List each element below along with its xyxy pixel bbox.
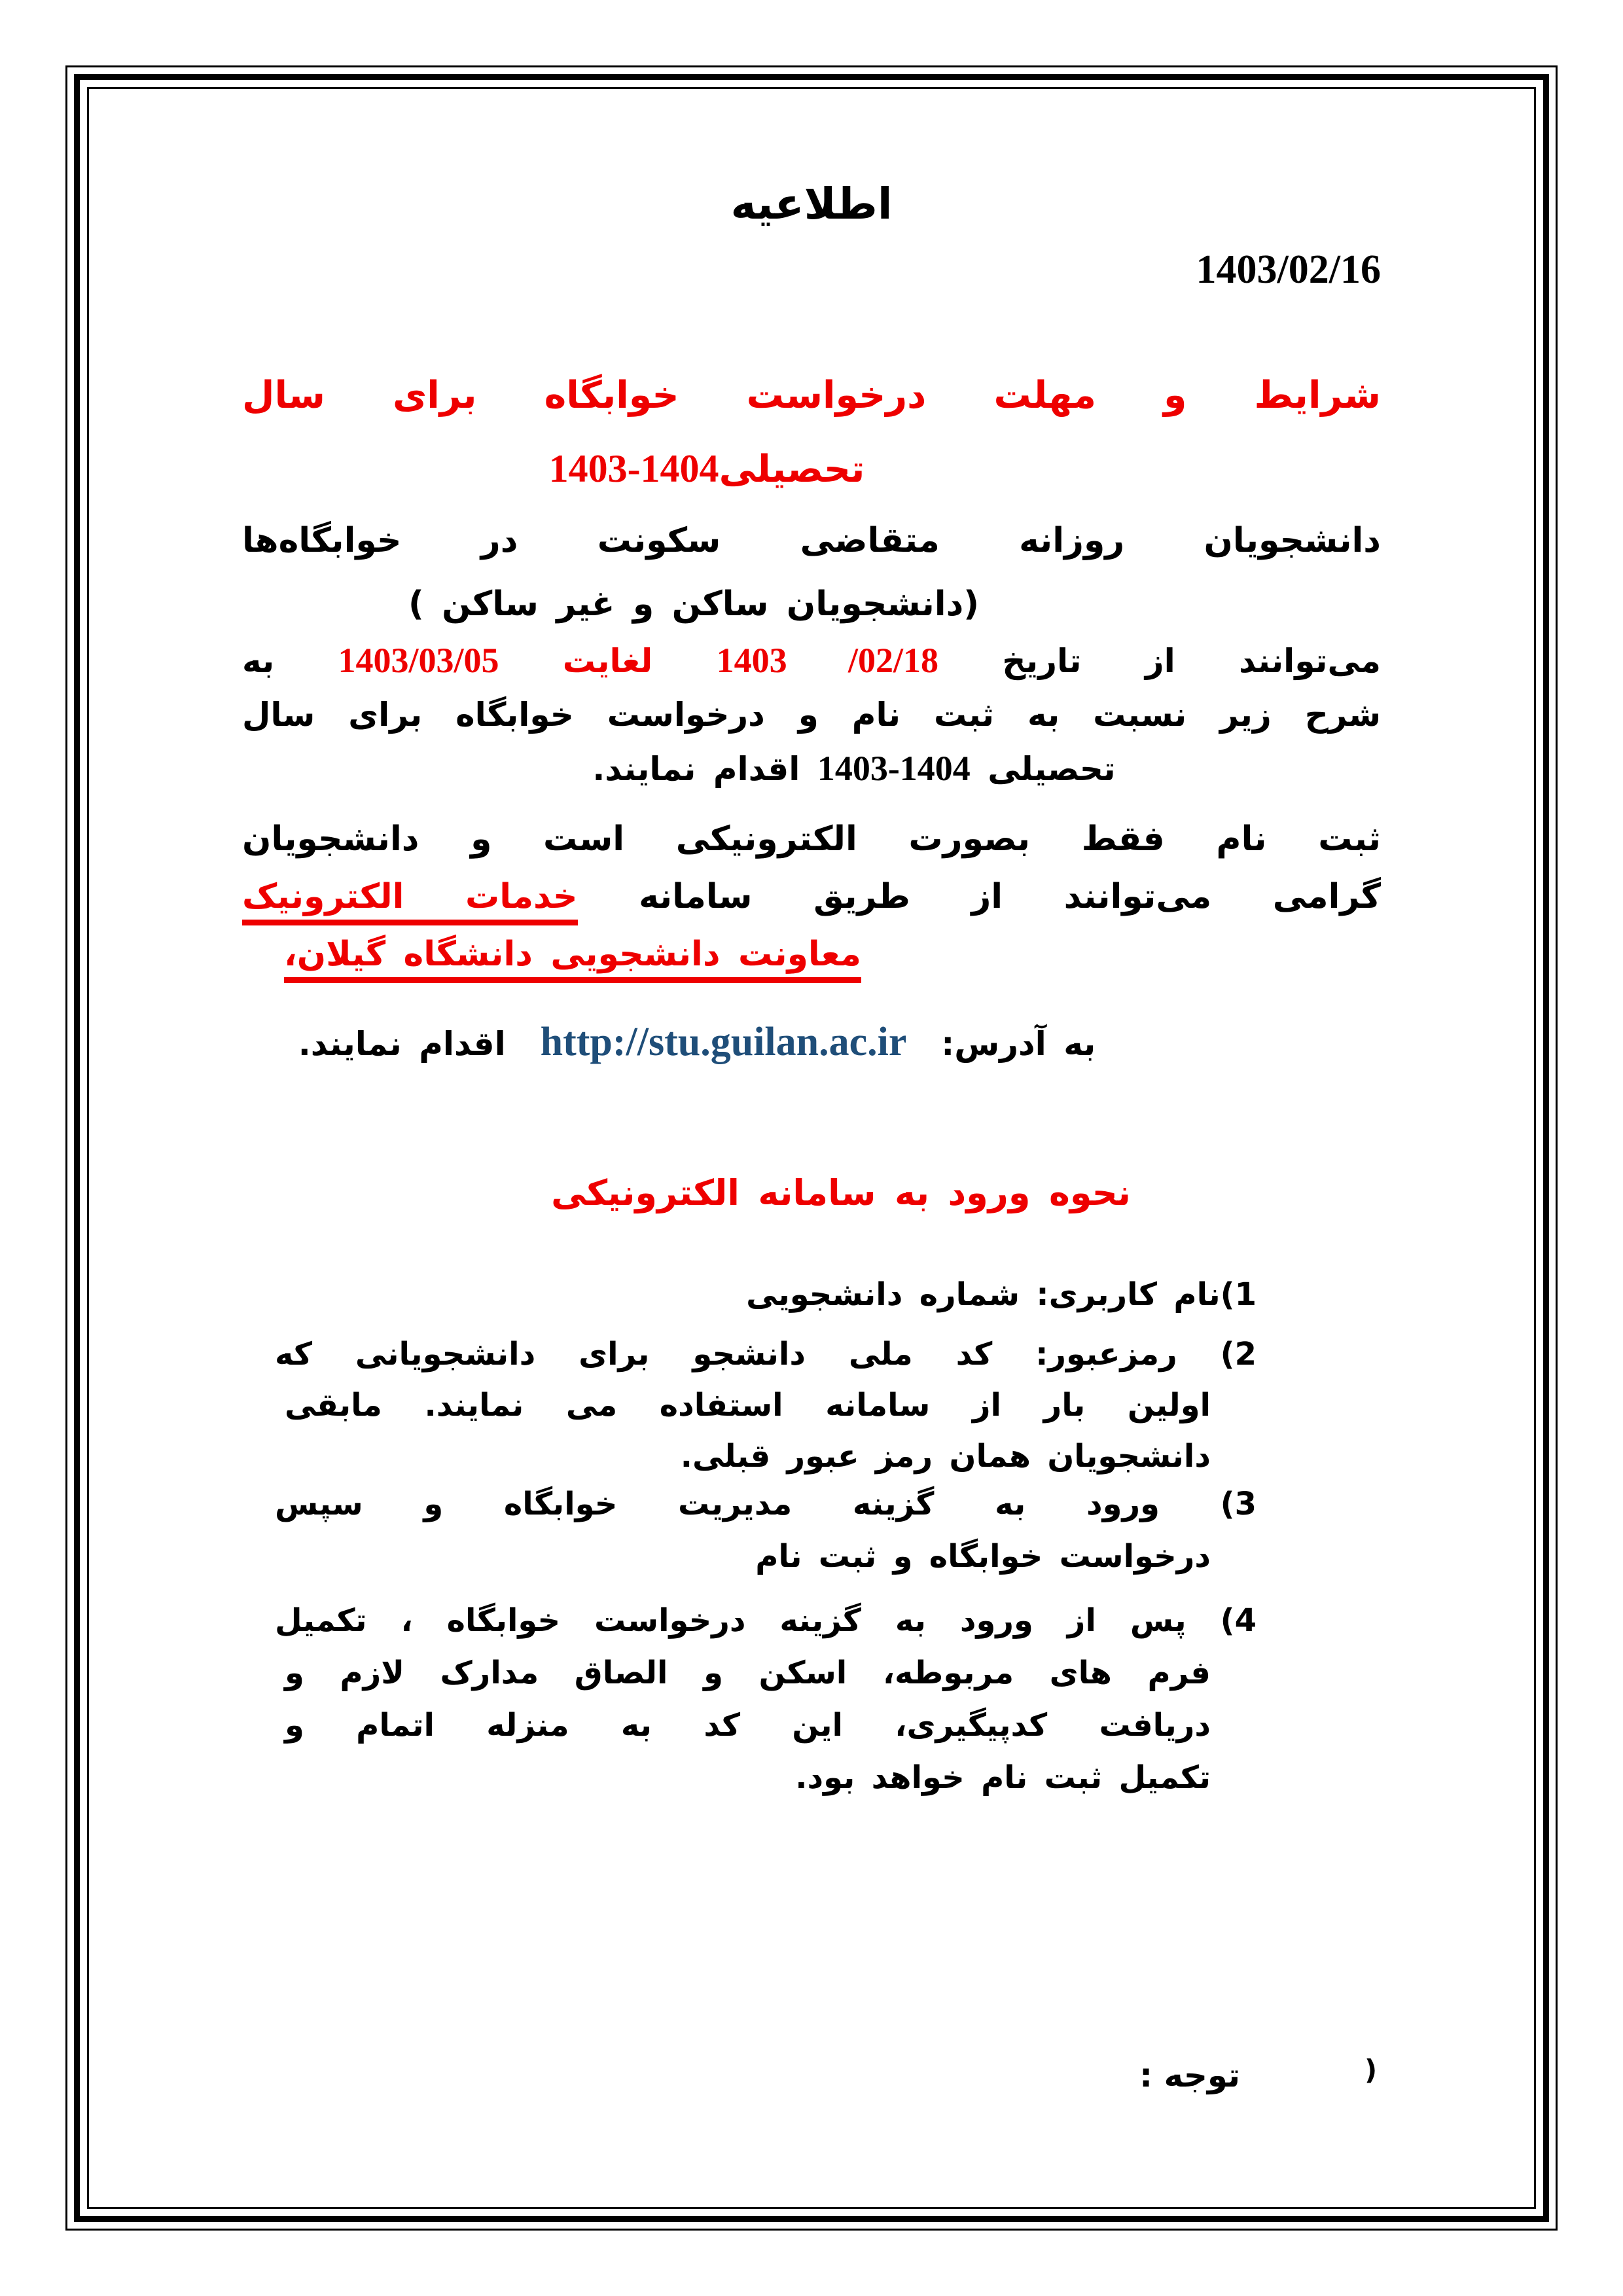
document-content xyxy=(242,0,1381,2296)
address-line xyxy=(242,1005,1381,1082)
paragraph-registration-line-1: ثبت نام فقط بصورت الکترونیکی است و دانشجویان xyxy=(242,819,1381,859)
paragraph-dates-line-2: شرح زیر نسبت به ثبت نام و درخواست خوابگاه برای سال xyxy=(242,696,1381,734)
main-heading-line-2 xyxy=(137,432,1276,506)
main-heading xyxy=(242,359,1381,506)
registration-text: گرامی می‌توانند از طریق سامانه xyxy=(577,877,1381,916)
list-item-forms-line-4: تکمیل ثبت نام خواهد بود. xyxy=(795,1759,1211,1796)
list-item-menu-line-1: 3) ورود به گزینه مدیریت خوابگاه و سپس xyxy=(275,1486,1257,1522)
paragraph-dates-line-3 xyxy=(285,742,1423,796)
page-title: اطلاعیه xyxy=(730,179,893,229)
issue-date xyxy=(242,246,1381,293)
list-item-forms-line-1: 4) پس از ورود به گزینه درخواست خوابگاه ، تکمیل xyxy=(275,1602,1257,1639)
attention-note: توجه : xyxy=(1139,2056,1240,2094)
list-item-password-line-3: دانشجویان همان رمز عبور قبلی. xyxy=(680,1438,1211,1475)
list-item-forms xyxy=(242,1594,1381,1804)
heading-year-range: 1403-1404 xyxy=(548,447,719,490)
list-item-forms-line-2: فرم های مربوطه، اسکن و الصاق مدارک لازم و xyxy=(285,1655,1211,1691)
deputyship-name: معاونت دانشجویی دانشگاه گیلان، xyxy=(284,935,861,983)
list-item-forms-line-3: دریافت کدپیگیری، این کد به منزله اتمام و xyxy=(285,1707,1211,1744)
address-line-inner xyxy=(128,1005,1266,1082)
list-item-password-line-2: اولین بار از سامانه استفاده می نمایند. مابقی xyxy=(285,1387,1211,1424)
stray-paren-mark xyxy=(1364,2054,1377,2086)
services-portal-name: خدمات الکترونیک xyxy=(242,877,578,925)
dates-text-a: می‌توانند از تاریخ xyxy=(938,642,1381,680)
address-prefix: به آدرس: xyxy=(906,1025,1096,1063)
list-item-username xyxy=(242,1270,1381,1320)
list-item-password xyxy=(242,1329,1381,1482)
academic-year-range: 1403-1404 xyxy=(817,749,971,788)
paragraph-registration-line-2 xyxy=(242,868,1381,925)
proceed-text: اقدام نمایند. xyxy=(592,750,817,788)
paragraph-registration-line-3 xyxy=(3,925,1142,983)
dates-text-b: به xyxy=(242,642,338,680)
paragraph-registration xyxy=(242,810,1381,983)
list-item-menu-line-2: درخواست خوابگاه و ثبت نام xyxy=(755,1538,1211,1575)
main-heading-line-1: شرایط و مهلت درخواست خوابگاه برای سال xyxy=(242,374,1381,417)
issue-date-value: 1403/02/16 xyxy=(1196,247,1381,292)
year-word: تحصیلی xyxy=(970,750,1116,788)
section-heading-login-text: نحوه ورود به سامانه الکترونیکی xyxy=(551,1172,1131,1213)
paragraph-dates-line-1 xyxy=(242,634,1381,688)
section-heading-login xyxy=(242,1162,1381,1224)
list-item-username-text: 1)نام کاربری: شماره دانشجویی xyxy=(746,1276,1257,1313)
paragraph-dates xyxy=(242,634,1381,796)
paragraph-eligibility-line-2: (دانشجویان ساکن و غیر ساکن ) xyxy=(408,584,980,624)
paragraph-eligibility xyxy=(242,509,1381,636)
portal-url-link[interactable]: http://stu.guilan.ac.ir xyxy=(540,1020,907,1064)
stray-paren-glyph: ) xyxy=(1364,2054,1378,2086)
dates-text-until: لغایت xyxy=(499,642,717,680)
date-to: 1403/03/05 xyxy=(338,641,499,680)
paragraph-eligibility-line-1: دانشجویان روزانه متقاضی سکونت در خوابگاه‌ها xyxy=(242,521,1381,560)
address-suffix: اقدام نمایند. xyxy=(298,1025,541,1063)
list-item-password-line-1: 2) رمزعبور: کد ملی دانشجو برای دانشجویانی که xyxy=(275,1336,1257,1372)
date-from: 1403 /02/18 xyxy=(716,641,939,680)
list-item-menu xyxy=(242,1478,1381,1583)
heading-year-word: تحصیلی xyxy=(719,448,865,491)
